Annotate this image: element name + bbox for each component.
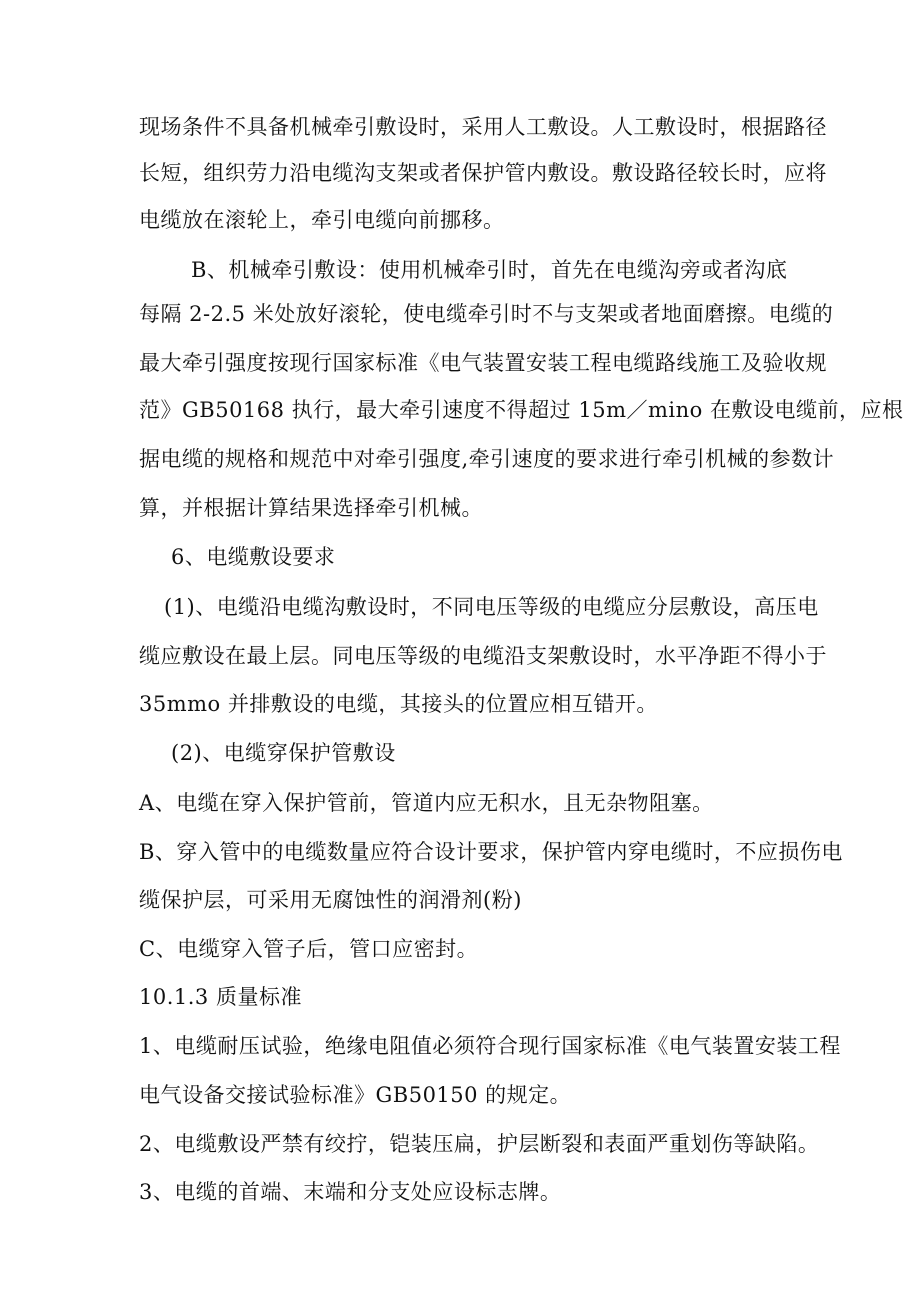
- section-heading: 10.1.3 质量标准: [139, 985, 302, 1009]
- text-line: 每隔 2-2.5 米处放好滚轮，使电缆牵引时不与支架或者地面磨擦。电缆的: [139, 302, 834, 326]
- subsection-heading: (2)、电缆穿保护管敷设: [171, 741, 396, 765]
- text-line: 3、电缆的首端、末端和分支处应设标志牌。: [139, 1180, 562, 1204]
- text-line: B、穿入管中的电缆数量应符合设计要求，保护管内穿电缆时，不应损伤电: [139, 840, 843, 864]
- text-line: 35mmo 并排敷设的电缆，其接头的位置应相互错开。: [139, 692, 658, 716]
- text-line: 电气设备交接试验标准》GB50150 的规定。: [139, 1083, 572, 1107]
- text-line: 最大牵引强度按现行国家标准《电气装置安装工程电缆路线施工及验收规: [139, 351, 827, 375]
- text-line: 长短，组织劳力沿电缆沟支架或者保护管内敷设。敷设路径较长时，应将: [139, 161, 827, 185]
- text-line: 缆应敷设在最上层。同电压等级的电缆沿支架敷设时，水平净距不得小于: [139, 644, 827, 668]
- text-line: 电缆放在滚轮上，牵引电缆向前挪移。: [139, 208, 505, 232]
- text-line: 现场条件不具备机械牵引敷设时，采用人工敷设。人工敷设时，根据路径: [139, 115, 827, 139]
- text-line: C、电缆穿入管子后，管口应密封。: [139, 937, 479, 961]
- text-line: 缆保护层，可采用无腐蚀性的润滑剂(粉): [139, 888, 522, 912]
- text-line: 据电缆的规格和规范中对牵引强度,牵引速度的要求进行牵引机械的参数计: [139, 447, 835, 471]
- text-line: 1、电缆耐压试验，绝缘电阻值必须符合现行国家标准《电气装置安装工程: [139, 1034, 841, 1058]
- text-line: A、电缆在穿入保护管前，管道内应无积水，且无杂物阻塞。: [139, 791, 714, 815]
- text-line: 2、电缆敷设严禁有绞拧，铠装压扁，护层断裂和表面严重划伤等缺陷。: [139, 1132, 820, 1156]
- text-line: (1)、电缆沿电缆沟敷设时，不同电压等级的电缆应分层敷设，高压电: [164, 595, 819, 619]
- text-line: 算，并根据计算结果选择牵引机械。: [139, 496, 483, 520]
- text-line: B、机械牵引敷设：使用机械牵引时，首先在电缆沟旁或者沟底: [191, 258, 788, 282]
- text-line: 范》GB50168 执行，最大牵引速度不得超过 15m／mino 在敷设电缆前，应根: [139, 398, 904, 422]
- section-heading: 6、电缆敷设要求: [171, 545, 336, 569]
